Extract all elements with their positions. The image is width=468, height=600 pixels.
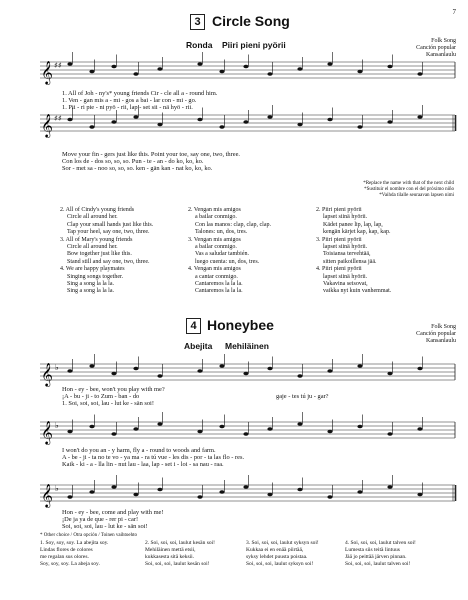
source-line: Folk Song	[431, 324, 456, 330]
svg-text:𝄞: 𝄞	[41, 113, 53, 137]
note-head	[267, 427, 272, 431]
verse-line: 3. Piiri pieni pyörii	[316, 236, 362, 243]
note-head	[89, 490, 94, 494]
verse-line: syksy lehdet puusta poistaa.	[246, 554, 308, 560]
verse-line: 3. Soi, soi, soi, laulut syksyn soi!	[246, 540, 319, 546]
note-head	[197, 495, 202, 499]
song-subtitle-fi: Piiri pieni pyörii	[222, 40, 286, 50]
song2-verses-en	[40, 540, 108, 568]
note-head	[417, 427, 422, 431]
verse-line: Toisiansa tervehtää,	[323, 251, 371, 258]
staff-song1-system1	[40, 60, 455, 85]
note-head	[297, 374, 302, 378]
lyric-line: ¡A - bu - ji - to Zum - ban - do	[62, 393, 140, 400]
note-head	[157, 488, 162, 492]
verse-line: sitten paikoillensa jää.	[323, 258, 377, 265]
verse-line: 1. Soy, soy, soy. La abejita soy.	[40, 540, 109, 546]
verse-line: 2. Piiri pieni pyörii	[316, 207, 362, 213]
note-head	[89, 364, 94, 368]
svg-text:♯♯: ♯♯	[54, 114, 62, 123]
verse-line: luego cuenta: un, dos, tres.	[195, 258, 260, 265]
note-head	[219, 425, 224, 429]
verse-line: Kukkaa ei en enää piirtää,	[246, 547, 304, 553]
verse-line: Tap your heel, say one, two, three.	[67, 229, 150, 236]
note-head	[111, 120, 116, 124]
song2-system2-lyrics	[62, 447, 244, 468]
note-head	[327, 118, 332, 122]
verse-line: Sing a song la la la.	[67, 281, 114, 288]
note-head	[67, 430, 72, 434]
verse-line: 2. Soi, soi, soi, laulut kesän soi!	[145, 540, 215, 546]
note-head	[387, 372, 392, 376]
source-line: Kansanlaulu	[426, 52, 456, 58]
footnote: *Vaihda tilalle seuraavan lapsen nimi	[379, 193, 454, 198]
note-head	[297, 123, 302, 127]
verse-line: Sing a song la la la.	[67, 288, 114, 295]
verse-line: lapset siinä hyörii.	[323, 214, 368, 221]
note-head	[219, 490, 224, 494]
verse-line: Mehiläinen mettä etsii,	[145, 547, 196, 553]
note-head	[133, 493, 138, 497]
lyric-line: Soi, soi, soi, lau - lut ke - sän soi!	[62, 523, 148, 530]
note-head	[197, 430, 202, 434]
verse-line: lapset siinä hyörii.	[323, 273, 368, 280]
verse-line: Lumesta siis teitä lintuus	[345, 547, 400, 553]
verse-line: 4. Soi, soi, soi, laulut talven soi!	[345, 540, 416, 546]
song1-system1-lyrics	[62, 90, 217, 111]
note-head	[327, 495, 332, 499]
song-source	[416, 324, 456, 345]
note-head	[133, 72, 138, 76]
note-head	[111, 485, 116, 489]
song-subtitle-es: Abejita	[184, 341, 213, 351]
note-head	[357, 364, 362, 368]
verse-line: Cantaremos la la la.	[195, 281, 243, 288]
verse-line: a cantar conmigo.	[195, 273, 238, 280]
note-head	[387, 432, 392, 436]
lyric-line: 1. All of Joh - ny's* young friends Cir - cle all a - round him.	[62, 90, 218, 97]
svg-text:♭: ♭	[55, 484, 59, 493]
verse-line: Vas a saludar también.	[195, 251, 249, 258]
verse-line: Lindas flores de colores	[40, 547, 93, 553]
song-number-badge: 4	[186, 318, 201, 334]
verse-line: Stand still and say one, two, three.	[67, 258, 150, 265]
song2-verses-es	[145, 540, 215, 568]
note-head	[417, 493, 422, 497]
staff-song2-system2	[40, 420, 455, 445]
note-head	[357, 70, 362, 74]
song1-footnotes	[363, 181, 454, 199]
source-line: Folk Song	[431, 38, 456, 44]
lyric-line: Hon - ey - bee, won't you play with me?	[62, 386, 165, 393]
note-head	[111, 65, 116, 69]
song-number-badge: 3	[190, 14, 205, 30]
lyric-line: 1. Pii - ri pie - ni pyö - rii, lap - set sii - nä hyö - rii.	[62, 104, 193, 111]
verse-line: 2. All of Cindy's young friends	[60, 207, 135, 213]
verse-line: kukkasesta sitä keksii.	[145, 554, 195, 560]
lyric-line: Move your fin - gers just like this. Point your toe, say one, two, three.	[62, 151, 241, 158]
other-choice-note: * Other choice / Otra opción / Toinen vaihtoehto	[40, 533, 138, 538]
verse-line: Con las manos: clap, clap, clap.	[195, 221, 271, 228]
note-head	[219, 364, 224, 368]
note-head	[357, 125, 362, 129]
note-head	[417, 367, 422, 371]
note-head	[133, 115, 138, 119]
svg-text:♯♯: ♯♯	[54, 61, 62, 70]
note-head	[357, 490, 362, 494]
verse-line: Soi, soi, soi, laulut talven soi!	[345, 561, 411, 567]
verse-line: Circle all around her.	[67, 214, 118, 221]
song2-system3-lyrics	[62, 509, 164, 530]
verse-line: a bailar conmigo.	[195, 244, 237, 251]
note-head	[197, 118, 202, 122]
verse-line: Circle all around her.	[67, 244, 118, 251]
note-head	[157, 123, 162, 127]
svg-text:𝄞: 𝄞	[41, 483, 53, 507]
lyric-line: Sor - met sa - noo so, so, so. ken - gän kan - nat ko, ko, ko.	[62, 165, 213, 172]
note-head	[133, 367, 138, 371]
source-line: Canción popular	[416, 45, 456, 51]
lyric-line: 1. Ven - gan mis a - mi - gos a bai - lar con - mi - go.	[62, 97, 197, 104]
verse-line: Soi, soi, soi, laulut kesän soi!	[145, 561, 210, 567]
note-head	[327, 369, 332, 373]
note-head	[111, 372, 116, 376]
note-head	[157, 374, 162, 378]
note-head	[417, 115, 422, 119]
note-head	[417, 72, 422, 76]
verse-line: 4. Vengan mis amigos	[188, 266, 241, 273]
note-head	[243, 65, 248, 69]
note-head	[243, 120, 248, 124]
lyric-line: Con los de - dos so, so, so. Pun - te - an - do ko, ko, ko.	[62, 158, 204, 165]
note-head	[197, 369, 202, 373]
note-head	[67, 118, 72, 122]
note-head	[157, 422, 162, 426]
verse-line: Kädet panee lip, lap, lap,	[323, 221, 383, 228]
note-head	[327, 430, 332, 434]
verse-line: Soi, soi, soi, laulut syksyn soi!	[246, 561, 314, 567]
song2-verses-fi2	[345, 540, 416, 568]
note-head	[387, 65, 392, 69]
verse-line: kengän kärjet kap, kap, kap.	[323, 229, 391, 236]
svg-text:𝄞: 𝄞	[41, 420, 53, 444]
note-head	[267, 493, 272, 497]
note-head	[67, 62, 72, 66]
song-title: Honeybee	[207, 317, 274, 333]
note-head	[297, 488, 302, 492]
note-head	[89, 70, 94, 74]
song2-verses-fi	[246, 540, 319, 568]
song-title: Circle Song	[212, 13, 290, 29]
staff-song1-system2	[40, 113, 456, 138]
svg-text:𝄞: 𝄞	[41, 60, 53, 84]
verse-line: vaikka nyt kuin vanhemmat.	[323, 288, 392, 295]
verse-line: a bailar conmigo.	[195, 214, 237, 221]
verse-line: lapset siinä hyörii.	[323, 244, 368, 251]
verse-line: Jää jo peittää järven pinnan.	[345, 554, 407, 560]
source-line: Kansanlaulu	[426, 338, 456, 344]
note-head	[357, 425, 362, 429]
song1-verses-es	[188, 207, 271, 296]
note-head	[89, 125, 94, 129]
verse-line: Talones: un, dos, tres.	[195, 229, 248, 236]
source-line: Canción popular	[416, 331, 456, 337]
note-head	[197, 62, 202, 66]
note-head	[243, 372, 248, 376]
verse-line: 4. We are happy playmates	[60, 266, 125, 273]
verse-line: Bow together just like this.	[67, 251, 132, 258]
verse-line: Cantaremos la la la.	[195, 288, 243, 295]
verse-line: 4. Piiri pieni pyörii	[316, 266, 362, 273]
note-head	[327, 62, 332, 66]
verse-line: Clap your small hands just like this.	[67, 221, 154, 228]
note-head	[267, 367, 272, 371]
note-head	[243, 432, 248, 436]
note-head	[267, 115, 272, 119]
note-head	[67, 495, 72, 499]
note-head	[297, 67, 302, 71]
lyric-line: 1. Soi, soi, soi, lau - lut ke - sän soi!	[62, 400, 154, 407]
song2-system1-lyrics	[62, 386, 165, 407]
note-head	[67, 369, 72, 373]
footnote: *Sustituir el nombre con el del próximo niño	[364, 187, 454, 192]
note-head	[219, 125, 224, 129]
lyric-line: Hon - ey - bee, come and play with me!	[62, 509, 164, 516]
note-head	[89, 425, 94, 429]
note-head	[267, 72, 272, 76]
svg-text:♭: ♭	[55, 421, 59, 430]
verse-line: 3. Vengan mis amigos	[188, 236, 241, 243]
lyric-line: I won't do you an - y harm, fly a - round to woods and farm.	[62, 447, 216, 454]
footnote: *Replace the name with that of the next child	[363, 181, 454, 186]
note-head	[133, 427, 138, 431]
lyric-line: ¡De ja ya de que - rer pi - car!	[62, 516, 139, 523]
verse-line: me regalan sus olores.	[40, 554, 89, 560]
lyric-line: A - be - ji - ta no te vo - ya ma - ra tú vue - les dis - por - ta las flo - res.	[62, 454, 245, 461]
verse-line: 3. All of Mary's young friends	[60, 236, 133, 243]
song2-system1-lyrics-alt: gaje - tes tú ju - gar?	[276, 393, 329, 400]
song1-verses-en	[60, 207, 153, 296]
verse-line: Vakavina seisovat,	[323, 281, 368, 288]
note-head	[387, 485, 392, 489]
song-subtitle-fi: Mehiläinen	[225, 341, 269, 351]
note-head	[297, 422, 302, 426]
verse-line: Soy, soy, soy. La abeja soy.	[40, 561, 100, 567]
svg-text:♭: ♭	[55, 363, 59, 372]
note-head	[157, 67, 162, 71]
note-head	[387, 120, 392, 124]
song1-system2-lyrics	[62, 151, 240, 172]
song1-verses-fi	[316, 207, 391, 296]
note-head	[111, 432, 116, 436]
note-head	[219, 70, 224, 74]
note-head	[243, 485, 248, 489]
lyric-line: Kaik - ki - a - lla lin - nut lau - laa, lap - set i - loi - sa nau - raa.	[62, 461, 224, 468]
verse-line: Singing songs together.	[67, 273, 124, 280]
svg-text:𝄞: 𝄞	[41, 362, 53, 386]
song-subtitle-es: Ronda	[186, 40, 213, 50]
page-number: 7	[452, 8, 456, 16]
verse-line: 2. Vengan mis amigos	[188, 207, 241, 213]
